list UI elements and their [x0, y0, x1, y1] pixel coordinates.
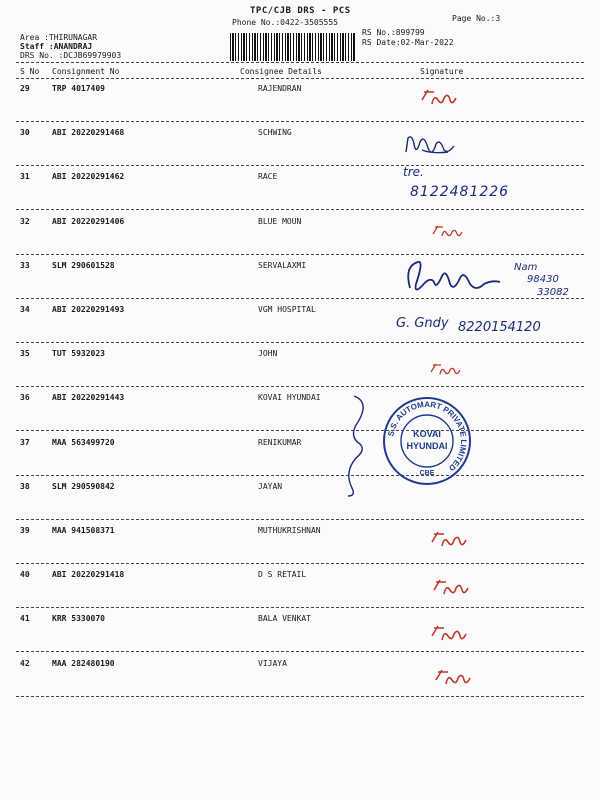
row-consignee: RENIKUMAR — [258, 438, 302, 447]
row-sno: 29 — [20, 84, 30, 93]
row-consignee: BLUE MOUN — [258, 217, 302, 226]
row-consignment-no: MAA 282480190 — [52, 659, 115, 668]
row-consignment-no: TRP 4017409 — [52, 84, 105, 93]
col-sno-header: S No — [20, 67, 40, 76]
row-sno: 41 — [20, 614, 30, 623]
page-number: Page No.:3 — [452, 14, 501, 23]
row-divider — [16, 342, 584, 343]
row-sno: 37 — [20, 438, 30, 447]
row-consignment-no: ABI 20220291443 — [52, 393, 125, 402]
row-consignee: RACE — [258, 172, 278, 181]
header-bottom-divider — [16, 78, 584, 79]
row-consignee: VIJAYA — [258, 659, 287, 668]
signature-row-40 — [430, 576, 470, 602]
row-consignment-no: ABI 20220291462 — [52, 172, 125, 181]
signature-row-41 — [428, 622, 468, 648]
company-stamp — [381, 395, 473, 487]
row-consignee: D S RETAIL — [258, 570, 307, 579]
row-sno: 32 — [20, 217, 30, 226]
servalaxmi-note-3: 33082 — [537, 287, 569, 298]
row-divider — [16, 696, 584, 697]
row-consignee: RAJENDRAN — [258, 84, 302, 93]
row-divider — [16, 165, 584, 166]
row-consignment-no: ABI 20220291493 — [52, 305, 125, 314]
row-consignee: SERVALAXMI — [258, 261, 307, 270]
signature-row-39 — [428, 528, 468, 554]
rs-date: RS Date:02-Mar-2022 — [362, 38, 454, 47]
staff-label: Staff :ANANDRAJ — [20, 42, 93, 51]
area-label: Area :THIRUNAGAR — [20, 33, 98, 42]
row-sno: 34 — [20, 305, 30, 314]
row-consignment-no: SLM 290601528 — [52, 261, 115, 270]
row-consignment-no: ABI 20220291406 — [52, 217, 125, 226]
signature-row-29 — [418, 86, 458, 112]
race-phone-handwritten: 8122481226 — [410, 184, 510, 200]
document-title: TPC/CJB DRS - PCS — [250, 6, 351, 16]
row-consignee: SCHWING — [258, 128, 292, 137]
row-consignment-no: MAA 941508371 — [52, 526, 115, 535]
row-sno: 40 — [20, 570, 30, 579]
row-divider — [16, 607, 584, 608]
row-divider — [16, 475, 584, 476]
row-divider — [16, 519, 584, 520]
row-sno: 36 — [20, 393, 30, 402]
rs-number: RS No.:899799 — [362, 28, 425, 37]
drs-number: DRS No. :DCJB69979903 — [20, 51, 122, 60]
barcode — [230, 33, 355, 61]
row-divider — [16, 121, 584, 122]
row-sno: 31 — [20, 172, 30, 181]
row-consignment-no: TUT 5932023 — [52, 349, 105, 358]
vgm-handwritten-name: G. Gndy — [396, 316, 449, 331]
row-divider — [16, 563, 584, 564]
row-consignee: VGM HOSPITAL — [258, 305, 316, 314]
col-consignment-header: Consignment No — [52, 67, 120, 76]
signature-row-33 — [400, 254, 510, 306]
col-consignee-header: Consignee Details — [240, 67, 322, 76]
row-consignee: JOHN — [258, 349, 278, 358]
servalaxmi-note-2: 98430 — [527, 274, 559, 285]
vgm-handwritten-phone: 8220154120 — [458, 320, 541, 335]
row-consignment-no: ABI 20220291418 — [52, 570, 125, 579]
row-divider — [16, 651, 584, 652]
row-sno: 39 — [20, 526, 30, 535]
signature-row-36-38 — [336, 392, 376, 506]
stamp-center-line1: KOVAI — [413, 429, 441, 439]
signature-row-30 — [402, 132, 482, 166]
row-consignment-no: SLM 290590842 — [52, 482, 115, 491]
row-sno: 35 — [20, 349, 30, 358]
row-sno: 33 — [20, 261, 30, 270]
row-divider — [16, 386, 584, 387]
signature-row-32 — [430, 222, 464, 244]
stamp-bottom-text: CBE — [419, 470, 435, 477]
row-consignee: MUTHUKRISHNAN — [258, 526, 321, 535]
row-consignment-no: KRR 5330070 — [52, 614, 105, 623]
row-consignment-no: ABI 20220291468 — [52, 128, 125, 137]
signature-row-42 — [432, 666, 472, 692]
row-sno: 38 — [20, 482, 30, 491]
row-divider — [16, 209, 584, 210]
row-sno: 42 — [20, 659, 30, 668]
col-signature-header: Signature — [420, 67, 464, 76]
header-top-divider — [16, 62, 584, 63]
signature-row-35 — [428, 360, 462, 382]
race-note: tre. — [403, 165, 424, 179]
servalaxmi-note-1: Nam — [514, 262, 538, 273]
row-consignee: KOVAI HYUNDAI — [258, 393, 321, 402]
row-sno: 30 — [20, 128, 30, 137]
row-consignee: JAYAN — [258, 482, 283, 491]
stamp-ring-text: S.S. AUTOMART PRIVATE LIMITED — [386, 399, 469, 473]
row-consignee: BALA VENKAT — [258, 614, 311, 623]
row-divider — [16, 430, 584, 431]
phone-number: Phone No.:0422-3505555 — [232, 18, 338, 27]
stamp-center-line2: HYUNDAI — [406, 441, 448, 451]
row-consignment-no: MAA 563499720 — [52, 438, 115, 447]
